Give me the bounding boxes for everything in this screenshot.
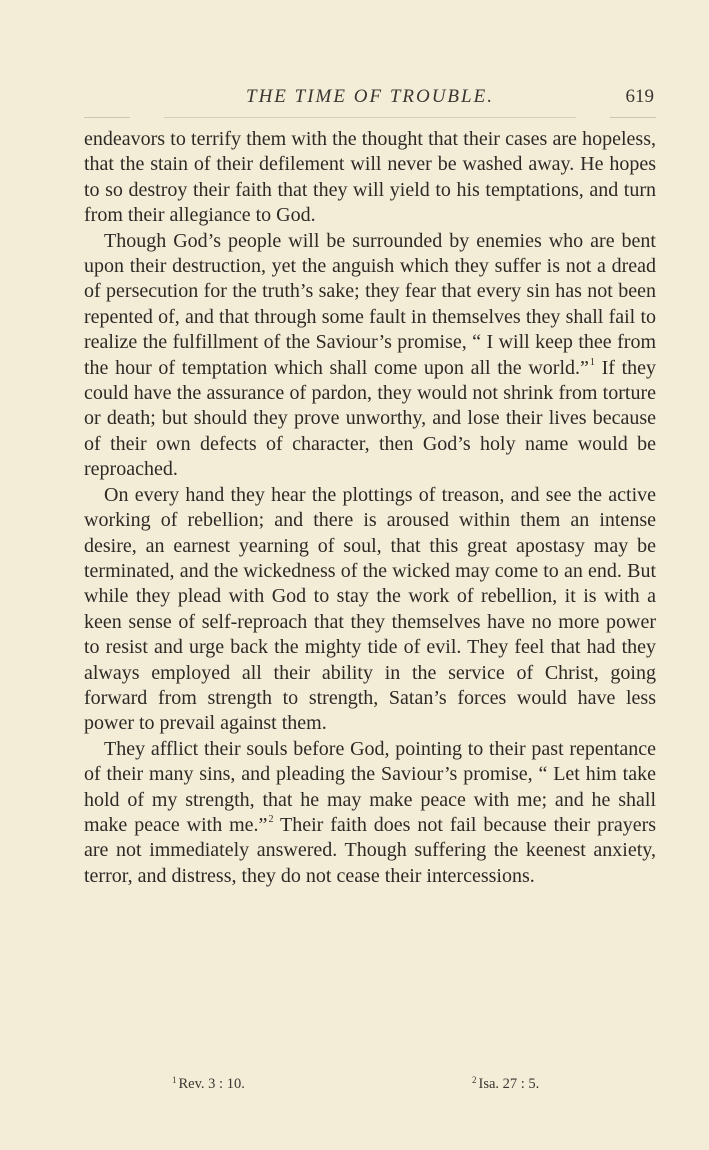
paragraph-3-text: On every hand they hear the plottings of treason, and see the active working of rebellion; and there is aroused within them an intense desire, an earnest yearning of soul, that this great apostasy may be terminated, and the wickedness of the wicked may come to an end. But while they plead with God to stay the work of rebellion, it is with a keen sense of self-reproach that they themselves have no more power to resist and urge back the mighty tide of evil. They feel that had they always employed all their ability in the service of Christ, going forward from strength to strength, Satan’s forces would have less power to prevail against them.	[84, 483, 656, 735]
paragraph-2-text-before: Though God’s people will be surrounded by enemies who are bent upon their destruction, yet the anguish which they suffer is not a dread of persecution for the truth’s sake; they fear that every sin has not been repented of, and that through some fault in themselves they shall fail to realize the fulfillment of the Saviour’s promise, “ I will keep thee from the hour of temptation which shall come upon all the world.”	[84, 229, 656, 379]
paragraph-2-text-after: If they could have the assurance of pardon, they would not shrink from torture or death; but should they prove unworthy, and lose their lives because of their own defects of character, then God’s holy name would be reproached.	[84, 356, 656, 481]
footnote-ref-2: 2	[268, 813, 274, 825]
body-text	[84, 127, 656, 889]
footnote-1	[172, 1075, 245, 1093]
footnote-2-marker: 2	[472, 1075, 477, 1085]
paragraph-4-text-after: Their faith does not fail because their prayers are not immediately answered. Though suffering the keenest anxiety, terror, and distress, they do not cease their intercessions.	[84, 813, 657, 887]
footnote-ref-1: 1	[589, 356, 595, 368]
footnote-2	[472, 1075, 539, 1093]
paragraph-3	[84, 483, 656, 737]
header-rule	[84, 117, 656, 118]
running-head	[84, 86, 656, 114]
footnote-1-text: Rev. 3 : 10.	[178, 1076, 245, 1092]
paragraph-4-text-before: They afflict their souls before God, pointing to their past repentance of their many sins, and pleading the Saviour’s promise, “ Let him take hold of my strength, that he may make peace with me; and he shall make peace with me.”	[84, 737, 656, 836]
paragraph-2	[84, 229, 656, 483]
footnote-2-text: Isa. 27 : 5.	[478, 1076, 540, 1092]
footnote-1-marker: 1	[172, 1075, 177, 1085]
paragraph-1-text: endeavors to terrify them with the thought that their cases are hopeless, that the stain of their defilement will never be washed away. He hopes to so destroy their faith that they will yield to his temptations, and turn from their allegiance to God.	[84, 128, 656, 227]
running-title: THE TIME OF TROUBLE.	[246, 86, 494, 107]
paragraph-1	[84, 127, 656, 229]
paragraph-4	[84, 737, 656, 889]
page-number: 619	[625, 86, 654, 107]
